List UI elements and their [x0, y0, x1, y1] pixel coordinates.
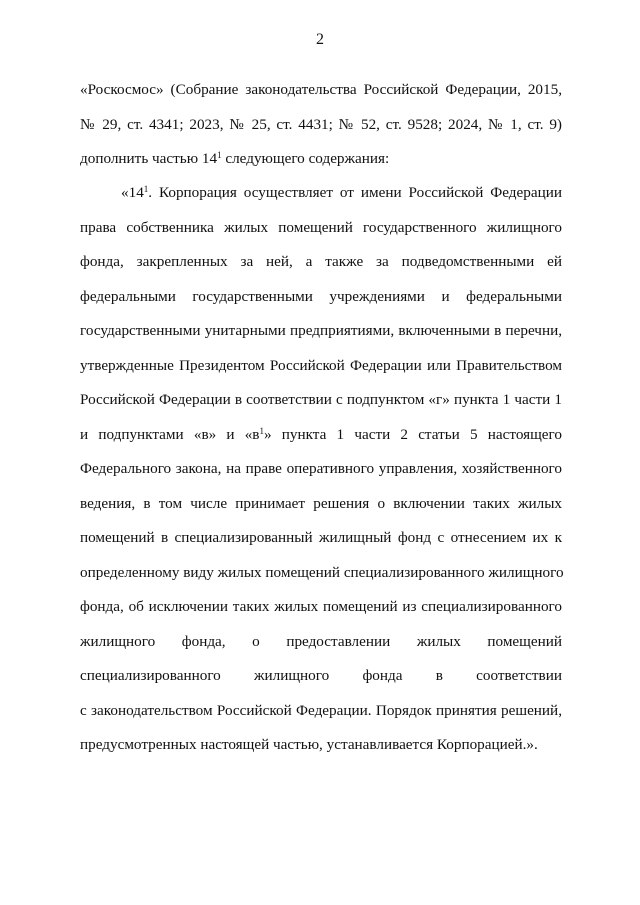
- text-line-8: государственными унитарными предприятиями, включенными в перечни,: [80, 322, 562, 339]
- text-line-11: и подпунктами «в» и «$в^1$» пункта 1 части 2 статьи 5 настоящего: [80, 426, 562, 443]
- text-line-6: фонда, закрепленных за ней, а также за подведомственными ей: [80, 253, 562, 270]
- text-line-19: с законодательством Российской Федерации. Порядок принятия решений,: [80, 702, 562, 719]
- text-line-14: помещений в специализированный жилищный фонд с отнесением их к: [80, 529, 562, 546]
- superscript: 1: [217, 150, 222, 160]
- superscript: 1: [259, 426, 264, 436]
- text-line-5: права собственника жилых помещений государственного жилищного: [80, 219, 562, 236]
- text-line-16: фонда, об исключении таких жилых помещений из специализированного: [80, 598, 562, 615]
- text-line-3: дополнить частью $14^1$ следующего содержания:: [80, 150, 390, 167]
- text-line-18: специализированного жилищного фонда в соответствии: [80, 667, 562, 684]
- text-line-9: утвержденные Президентом Российской Федерации или Правительством: [80, 357, 562, 374]
- text-line-7: федеральными государственными учреждениями и федеральными: [80, 288, 562, 305]
- text-line-1: «Роскосмос» (Собрание законодательства Российской Федерации, 2015,: [80, 81, 562, 98]
- text-line-17: жилищного фонда, о предоставлении жилых помещений: [80, 633, 562, 650]
- text-line-15: определенному виду жилых помещений специализированного жилищного: [80, 564, 564, 581]
- text-line-10: Российской Федерации в соответствии с подпунктом «г» пункта 1 части 1: [80, 391, 562, 408]
- text-line-4: «$14^1$. Корпорация осуществляет от имени Российской Федерации: [121, 184, 562, 201]
- text-line-20: предусмотренных настоящей частью, устанавливается Корпорацией.».: [80, 736, 538, 753]
- text-line-12: Федерального закона, на праве оперативного управления, хозяйственного: [80, 460, 562, 477]
- text-line-13: ведения, в том числе принимает решения о включении таких жилых: [80, 495, 562, 512]
- page-number: 2: [316, 31, 324, 48]
- text-line-2: № 29, ст. 4341; 2023, № 25, ст. 4431; № 52, ст. 9528; 2024, № 1, ст. 9): [80, 116, 562, 133]
- superscript: 1: [143, 184, 149, 194]
